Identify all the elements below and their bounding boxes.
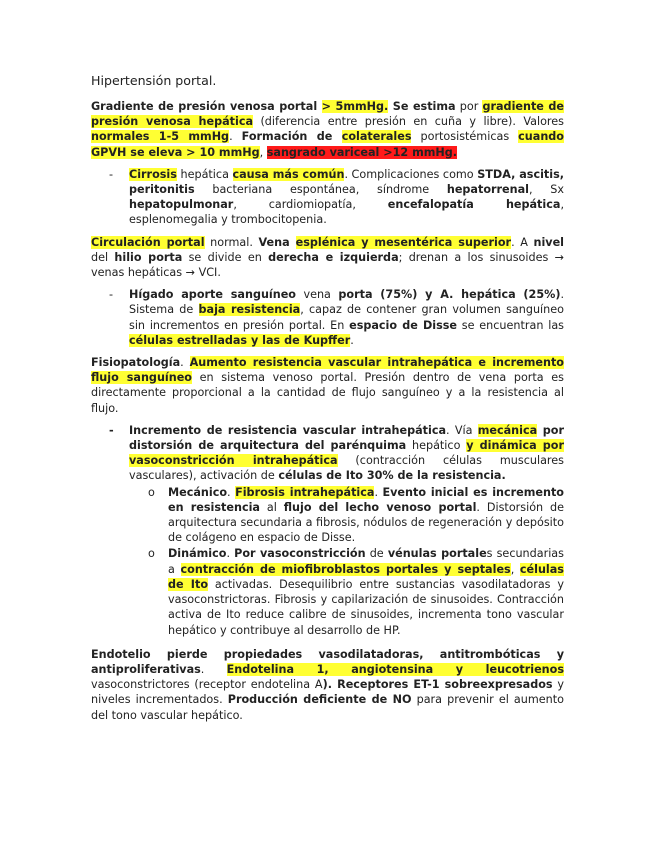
text-run: . Complicaciones como (344, 167, 478, 181)
text-run: , cardiomiopatía, (233, 198, 388, 212)
text-run: Evento inicial es incremento en resistencia (168, 485, 564, 514)
text-run: . (374, 485, 383, 499)
text-run: Endotelio pierde propiedades vasodilatadoras, antitrombóticas y antiproliferativas (91, 647, 564, 676)
text-run: , (259, 145, 267, 159)
text-run: , (510, 562, 520, 576)
endothelium-paragraph (91, 647, 564, 723)
text-run: Mecánico (168, 485, 228, 499)
text-run: , esplenomegalia y trombocitopenia. (129, 198, 564, 227)
text-run: vena (295, 288, 339, 302)
text-run: , capaz de contener gran volumen sanguíneo sin incrementos en presión portal. En (129, 303, 564, 332)
text-run: por distorsión de arquitectura del parénquima (129, 423, 564, 453)
text-run: . (180, 356, 190, 370)
text-run: flujo del lecho venoso portal (283, 500, 477, 514)
text-run: Fisiopatología (91, 356, 181, 370)
text-run: y dinámica por vasoconstricción intrahepática (129, 439, 564, 468)
text-run: . (226, 547, 235, 561)
text-run: porta (75%) y A. hepática (25%) (338, 288, 561, 302)
text-run: se divide en (182, 250, 269, 264)
text-run: causa más común (232, 167, 345, 181)
text-run: s secundarias a (168, 547, 564, 576)
text-run: nivel (533, 235, 565, 249)
list-item-resistance (91, 423, 564, 484)
text-run: del (91, 250, 115, 264)
text-run: normales 1-5 mmHg (91, 130, 230, 144)
text-run: Fibrosis intrahepática (235, 485, 375, 499)
text-run: STDA, ascitis, peritonitis (129, 167, 564, 197)
text-run: células de Ito 30% de la resistencia. (278, 469, 506, 483)
text-run: contracción de miofibroblastos portales y septales (180, 562, 511, 576)
text-run: células estrelladas y las de Kupffer (129, 333, 351, 347)
text-run: , Sx (528, 183, 564, 197)
text-run: Por vasoconstricción (234, 547, 366, 561)
text-run: vénulas portale (387, 547, 487, 561)
bullet-dash: - (109, 288, 114, 302)
bullet-dash: - (109, 423, 114, 437)
text-run: se encuentran las (456, 318, 564, 332)
circulation-paragraph (91, 235, 564, 281)
text-run: . A (511, 235, 534, 249)
sub-item-text (168, 546, 564, 637)
document-body (91, 73, 564, 730)
text-run: espacio de Disse (349, 318, 457, 332)
text-run: Producción deficiente de NO (227, 693, 412, 707)
text-run: hepatorrenal (446, 183, 529, 197)
list-item-text (129, 423, 564, 484)
text-run: Cirrosis (129, 167, 177, 181)
text-run: Se estima (388, 100, 456, 113)
page-title: Hipertensión portal. (91, 73, 217, 88)
sub-item-mecanico (91, 485, 564, 546)
list-item-cirrosis (91, 167, 564, 228)
text-run: (diferencia entre presión en cuña y libre). Valores (253, 115, 564, 129)
text-run: Formación de (241, 130, 342, 144)
text-run: hepatopulmonar (129, 198, 234, 212)
text-run: sangrado variceal >12 mmHg. (266, 145, 458, 159)
text-run: en sistema venoso portal. Presión dentro de vena porta es directamente proporcional a la cantidad de flujo sanguíneo y a la resistencia al flujo. (91, 371, 564, 415)
text-run: activadas. Desequilibrio entre sustancias vasodilatadoras y vasoconstrictoras. Fibrosis y capilarización de sinusoides. Contracción activa de Ito reduce calibre de sinusoides, incrementa tono vascular hepático y contribuye al desarrollo de HP. (168, 577, 565, 637)
sub-item-dinamico (91, 546, 564, 637)
text-run: hilio porta (114, 250, 183, 264)
text-run: > 5mmHg. (321, 100, 389, 113)
text-run: Hígado aporte sanguíneo (129, 288, 296, 302)
text-run: al (259, 500, 284, 514)
list-item-text (129, 167, 564, 228)
text-run: . Vía (446, 423, 478, 437)
text-run: gradiente de presión venosa hepática (91, 100, 564, 129)
text-run: Vena (258, 235, 296, 249)
text-run: . Sistema de (129, 288, 565, 317)
text-run: colaterales (341, 130, 412, 144)
physiopathology-paragraph (91, 355, 564, 416)
text-run: hepática (176, 167, 233, 181)
text-run: Aumento resistencia vascular intrahepática e incremento flujo sanguíneo (91, 356, 564, 385)
text-run: Incremento de resistencia vascular intrahepática (129, 423, 447, 437)
text-run: (contracción células musculares vasculares), activación de (129, 454, 564, 483)
text-run: hepático (406, 439, 467, 453)
bullet-circle: o (148, 485, 155, 499)
text-run: encefalopatía hepática (387, 198, 561, 212)
text-run: mecánica (477, 423, 538, 437)
text-run: baja resistencia (198, 303, 301, 317)
text-run: normal. (204, 235, 259, 249)
text-run: para prevenir el aumento del tono vascular hepático. (91, 693, 564, 722)
text-run: y niveles incrementados. (91, 678, 564, 707)
bullet-circle: o (148, 547, 155, 561)
text-run: ; drenan a los sinusoides → venas hepáticas → VCI. (91, 250, 564, 280)
text-run: . (350, 333, 354, 347)
text-run: ). Receptores ET-1 sobreexpresados (322, 678, 553, 692)
list-item-text (129, 287, 564, 348)
text-run: Endotelina 1, angiotensina y leucotrienos (226, 662, 564, 676)
text-run: cuando GPVH se eleva > 10 mmHg (91, 130, 564, 159)
text-run: Gradiente de presión venosa portal (91, 100, 322, 113)
intro-paragraph (91, 99, 564, 160)
sub-item-text (168, 485, 564, 546)
list-item-blood-supply (91, 287, 564, 348)
text-run: por (455, 100, 483, 113)
text-run: portosistémicas (411, 130, 519, 144)
text-run: bacteriana espontánea, síndrome (194, 183, 447, 197)
bullet-dash: - (109, 167, 114, 181)
text-run: derecha e izquierda (268, 250, 399, 264)
text-run: de (365, 547, 388, 561)
text-run: Circulación portal (91, 235, 205, 249)
text-run: vasoconstrictores (receptor endotelina A (91, 678, 323, 692)
text-run: . Distorsión de arquitectura secundaria a fibrosis, nódulos de regeneración y depósito de colágeno en espacio de Disse. (168, 500, 565, 545)
text-run: . (227, 485, 236, 499)
text-run: . (229, 130, 242, 144)
text-run: . (200, 662, 227, 676)
text-run: Dinámico (168, 547, 227, 561)
text-run: células de Ito (168, 562, 564, 591)
text-run: esplénica y mesentérica superior (295, 235, 512, 249)
